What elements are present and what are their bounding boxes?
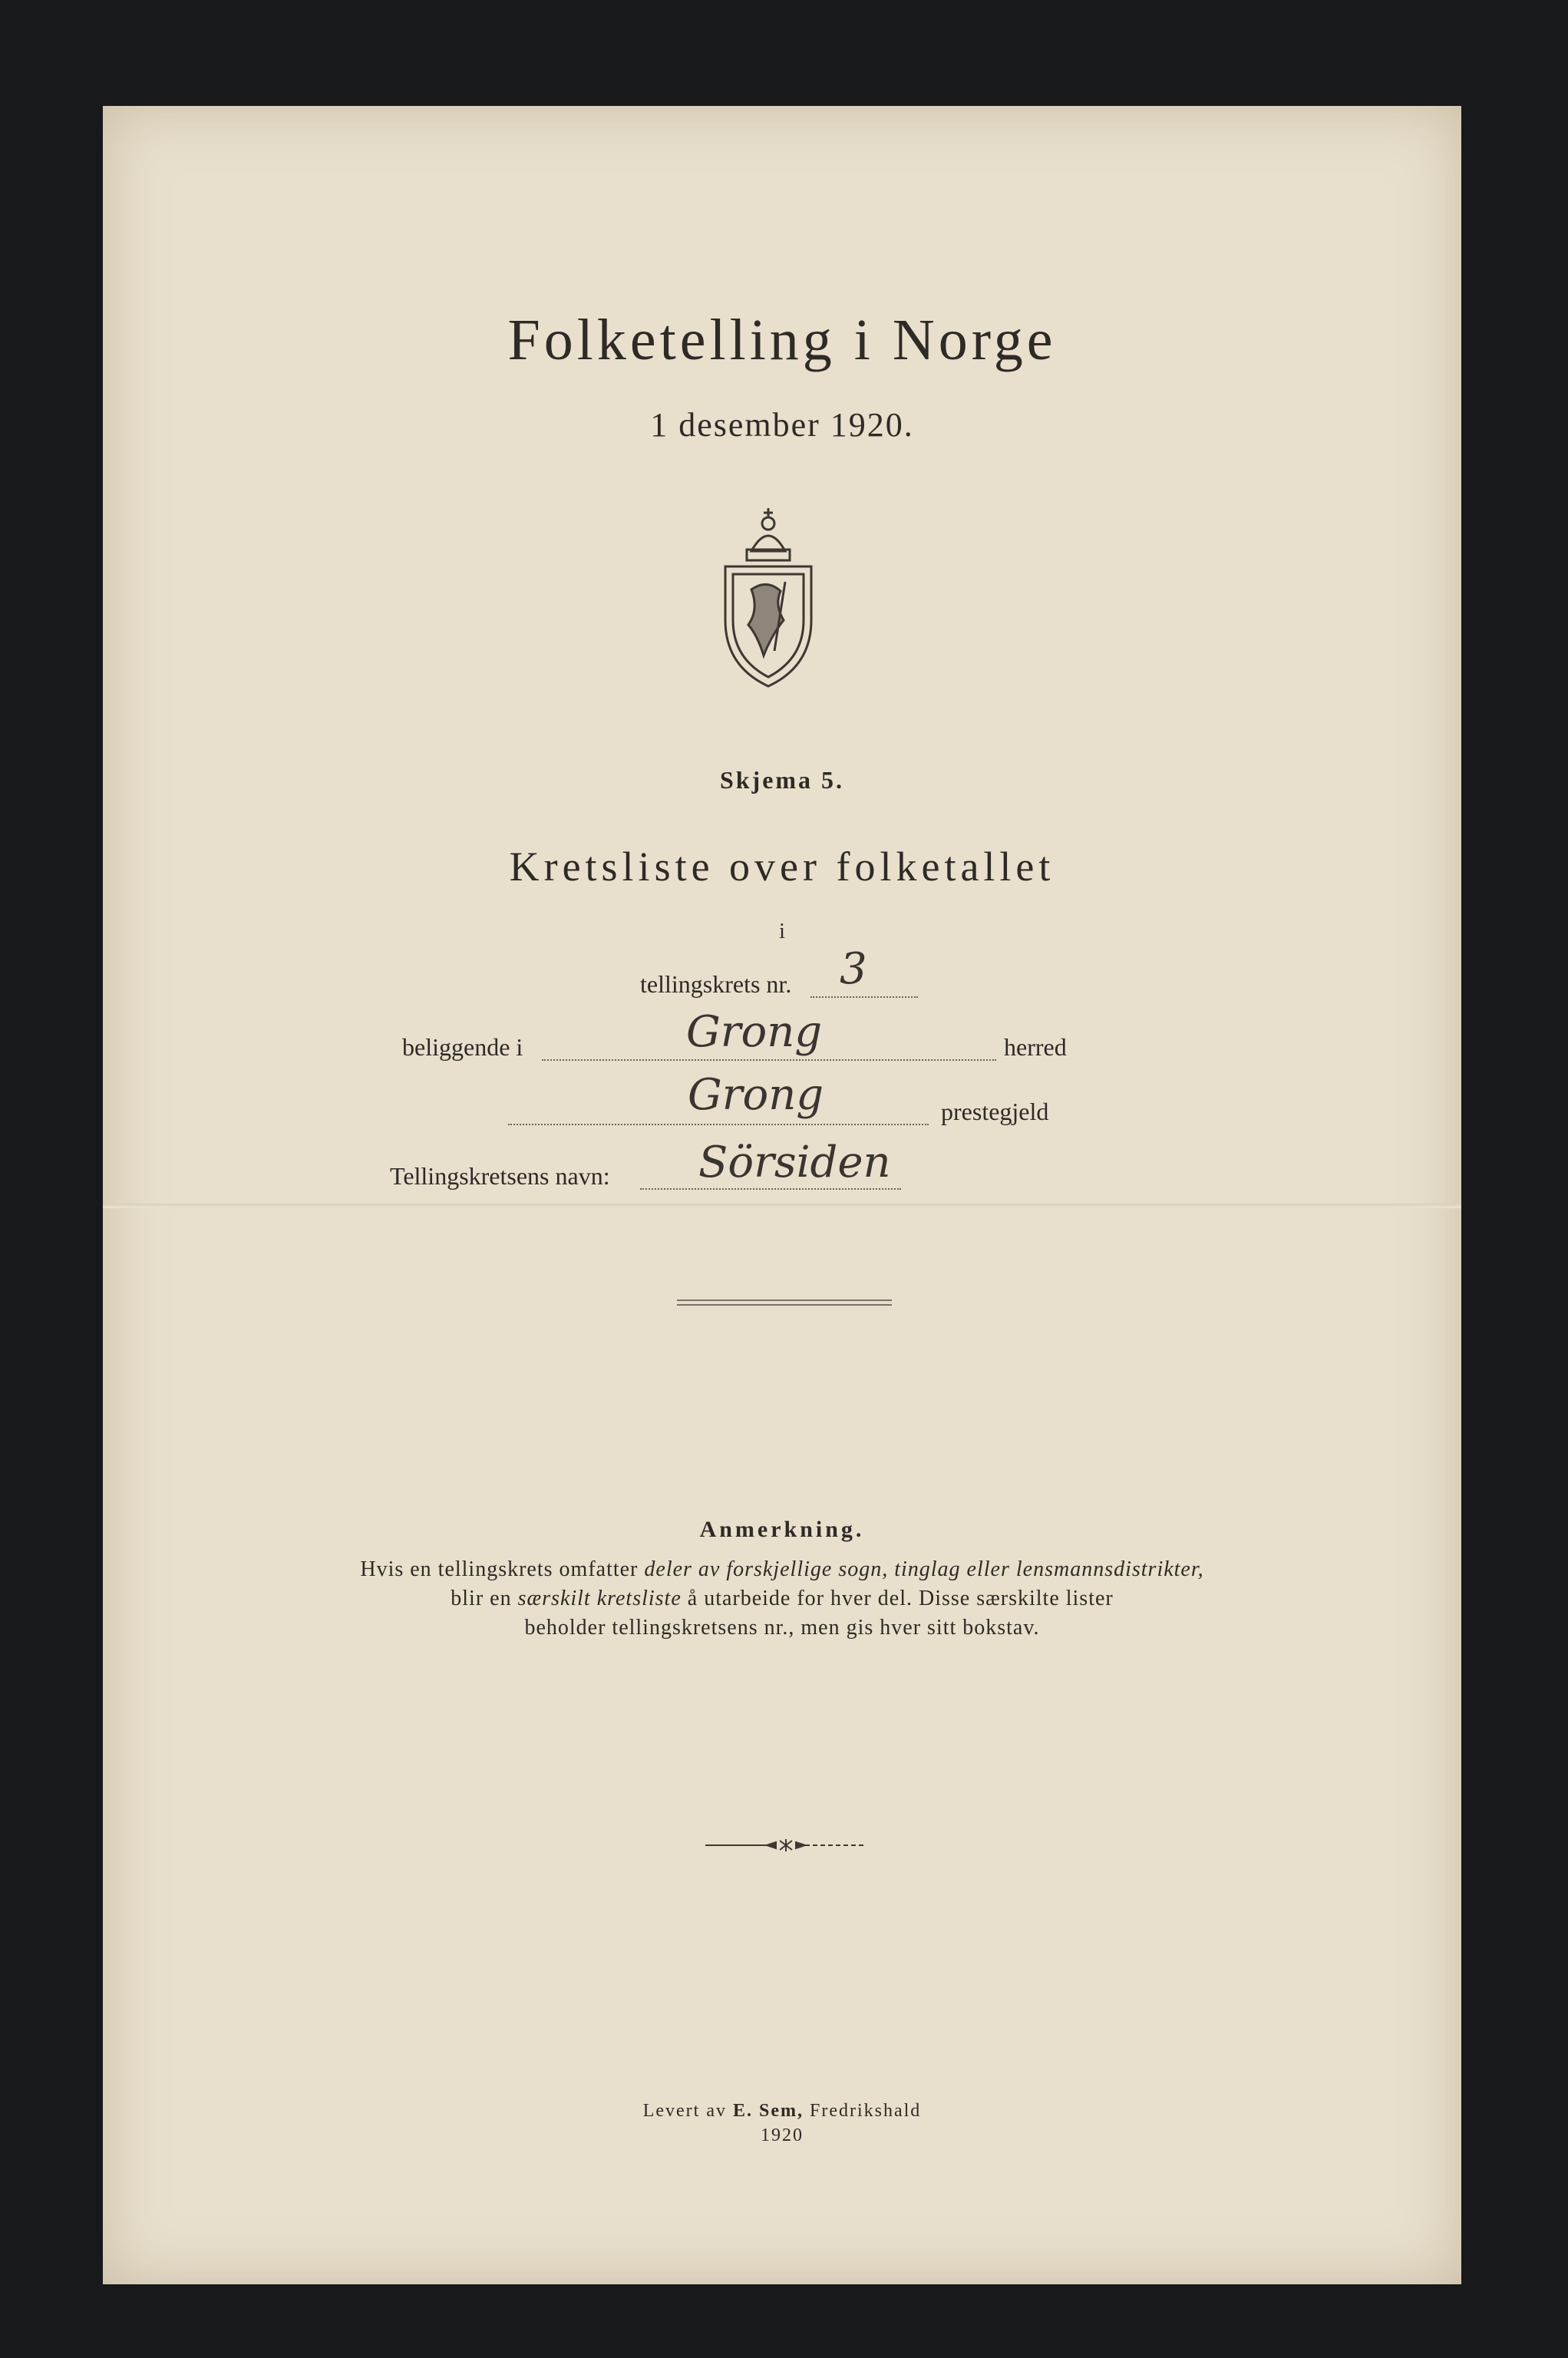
herred-underline <box>542 1059 996 1061</box>
note-line-2-text-a: blir en <box>451 1587 512 1610</box>
note-line-1-emphasis: deler av forskjellige sogn, tinglag eller lensmannsdistrikter, <box>644 1557 1204 1581</box>
census-date: 1 desember 1920. <box>650 406 914 444</box>
printer-footer <box>103 2099 1461 2148</box>
herred-value: Grong <box>686 1007 823 1057</box>
form-heading: Kretsliste over folketallet <box>509 844 1055 890</box>
note-line-1-text: Hvis en tellingskrets omfatter <box>360 1557 639 1581</box>
paper-fold <box>103 1204 1461 1208</box>
note-heading: Anmerkning. <box>699 1517 865 1542</box>
beliggende-label: beliggende i <box>402 1033 523 1061</box>
note-paragraph <box>103 1555 1461 1643</box>
prestegjeld-underline <box>508 1124 929 1125</box>
print-year: 1920 <box>761 2125 804 2145</box>
norwegian-coat-of-arms-icon <box>721 505 816 689</box>
tellingskrets-navn-label: Tellingskretsens navn: <box>390 1162 610 1190</box>
prestegjeld-value: Grong <box>688 1070 824 1120</box>
note-line-2-text-c: å utarbeide for hver del. Disse særskilte lister <box>687 1587 1114 1610</box>
schema-number: Skjema 5. <box>719 766 845 794</box>
census-form-page <box>103 106 1461 2284</box>
note-line-2 <box>103 1584 1461 1613</box>
supplied-by: Levert av <box>642 2101 727 2121</box>
note-line-2-emphasis: særskilt kretsliste <box>517 1587 682 1610</box>
printer-line <box>103 2099 1461 2123</box>
connector-word: i <box>779 920 785 943</box>
navn-underline <box>640 1188 901 1190</box>
ornament-divider-icon <box>705 1838 867 1853</box>
herred-suffix: herred <box>1004 1033 1067 1061</box>
note-line-3: beholder tellingskretsens nr., men gis hver sitt bokstav. <box>524 1616 1040 1640</box>
tellingskrets-underline <box>810 996 918 998</box>
tellingskrets-number: 3 <box>840 944 867 994</box>
note-line-1 <box>103 1555 1461 1584</box>
prestegjeld-suffix: prestegjeld <box>941 1098 1049 1125</box>
printer-name: E. Sem, <box>732 2101 804 2121</box>
printer-place: Fredrikshald <box>809 2101 922 2121</box>
tellingskrets-navn-value: Sörsiden <box>698 1138 891 1187</box>
double-rule-divider <box>677 1300 892 1306</box>
form-title: Folketelling i Norge <box>507 308 1057 372</box>
tellingskrets-label: tellingskrets nr. <box>640 970 792 998</box>
